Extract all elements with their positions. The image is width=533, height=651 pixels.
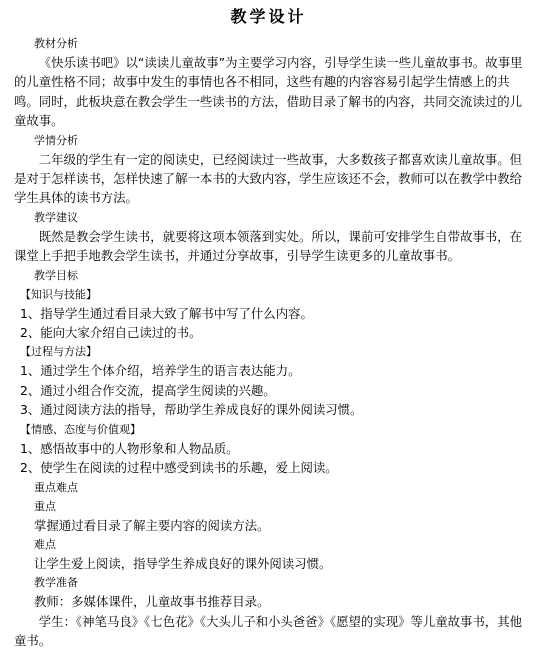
heading-objectives: 教学目标 [34,268,78,282]
focus-label: 重点 [34,499,56,513]
objective-knowledge-item: 2、能向大家介绍自己读过的书。 [20,325,202,341]
heading-key-points: 重点难点 [34,480,78,494]
preparation-teacher: 教师：多媒体课件，儿童故事书推荐目录。 [34,594,270,610]
objective-knowledge-item: 1、指导学生通过看目录大致了解书中写了什么内容。 [20,305,313,321]
objective-process-item: 1、通过学生个体介绍，培养学生的语言表达能力。 [20,363,301,379]
difficulty-label: 难点 [34,537,56,551]
objective-process-item: 3、通过阅读方法的指导，帮助学生养成良好的课外阅读习惯。 [20,402,363,418]
paragraph-teaching-suggestions: 既然是教会学生读书，就要将这项本领落到实处。所以，课前可安排学生自带故事书，在课堂上手把手地教会学生读书，并通过分享故事，引导学生读更多的儿童故事书。 [14,228,523,264]
heading-learner-analysis: 学情分析 [34,133,78,147]
objective-emotion-item: 1、感悟故事中的人物形象和人物品质。 [20,440,239,456]
objective-process-label: 【过程与方法】 [20,345,97,359]
preparation-student: 学生：《神笔马良》《七色花》《大头儿子和小头爸爸》《愿望的实现》等儿童故事书，其他童书。 [14,613,523,649]
objective-process-item: 2、通过小组合作交流，提高学生阅读的兴趣。 [20,382,276,398]
objective-emotion-label: 【情感、态度与价值观】 [20,422,141,436]
page-title: 教学设计 [230,7,307,26]
objective-knowledge-label: 【知识与技能】 [20,287,97,301]
paragraph-materials-analysis: 《快乐读书吧》以“读读儿童故事”为主要学习内容，引导学生读一些儿童故事书。故事里的儿童性格不同；故事中发生的事情也各不相同，这些有趣的内容容易引起学生情感上的共鸣。同时，此板块意在教会学生一些读书的方法，借助目录了解书的内容，共同交流读过的儿童故事。 [14,55,523,129]
focus-text: 掌握通过看目录了解主要内容的阅读方法。 [34,517,270,533]
heading-materials-analysis: 教材分析 [34,37,78,50]
paragraph-learner-analysis: 二年级的学生有一定的阅读史，已经阅读过一些故事，大多数孩子都喜欢读儿童故事。但是对于怎样读书，怎样快速了解一本书的大致内容，学生应该还不会，教师可以在教学中教给学生具体的读书方法。 [14,151,523,206]
heading-teaching-suggestions: 教学建议 [34,210,78,224]
difficulty-text: 让学生爱上阅读，指导学生养成良好的课外阅读习惯。 [34,555,332,571]
heading-preparation: 教学准备 [34,576,78,590]
objective-emotion-item: 2、使学生在阅读的过程中感受到读书的乐趣，爱上阅读。 [20,460,338,476]
